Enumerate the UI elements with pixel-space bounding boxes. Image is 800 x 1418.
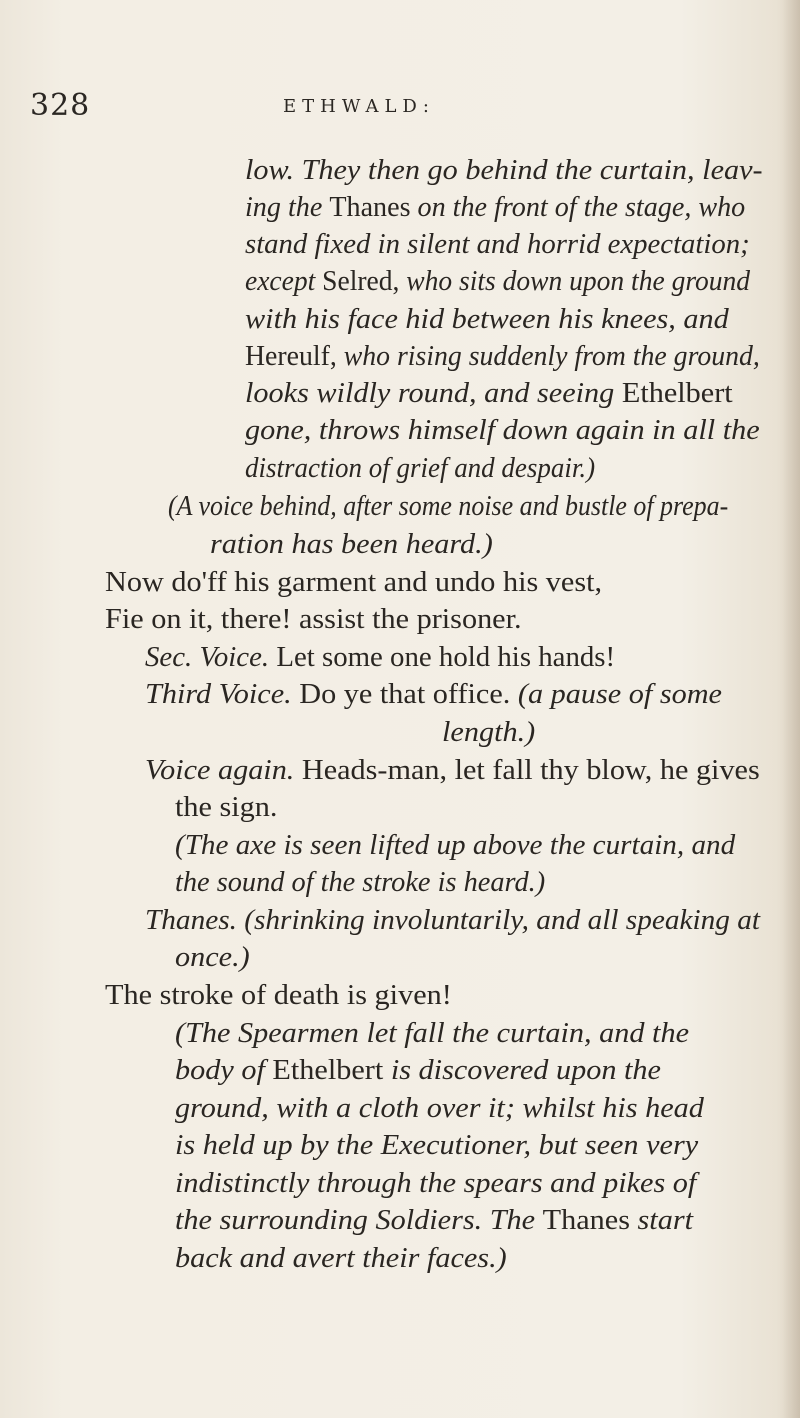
roman-text: the sign. bbox=[175, 792, 278, 823]
roman-text: Selred, bbox=[322, 266, 407, 297]
text-line bbox=[105, 602, 522, 638]
italic-text: ration has been heard.) bbox=[210, 529, 493, 560]
roman-text: The stroke of death is given! bbox=[105, 980, 452, 1011]
text-line bbox=[175, 1016, 689, 1052]
text-line bbox=[245, 451, 595, 487]
text-line bbox=[175, 1166, 696, 1202]
text-line bbox=[175, 940, 250, 976]
text-line bbox=[105, 565, 602, 601]
italic-text: who sits down upon the ground bbox=[406, 266, 751, 297]
italic-text: indistinctly through the spears and pikes of bbox=[175, 1168, 697, 1199]
page-number: 328 bbox=[30, 88, 91, 123]
italic-text: except bbox=[245, 266, 323, 297]
running-head: ETHWALD: bbox=[283, 96, 435, 117]
roman-text: Ethelbert bbox=[621, 378, 733, 409]
roman-text: Hereulf, bbox=[245, 341, 344, 372]
text-line bbox=[105, 978, 452, 1014]
roman-text: Heads-man, let fall thy blow, he gives bbox=[301, 755, 760, 786]
text-line bbox=[175, 828, 735, 864]
text-line bbox=[175, 1128, 698, 1164]
italic-text: once.) bbox=[175, 942, 250, 973]
italic-text: start bbox=[637, 1205, 694, 1236]
italic-text: (a pause of some bbox=[517, 679, 722, 710]
text-line bbox=[245, 190, 745, 226]
italic-text: distraction of grief and despair.) bbox=[245, 453, 596, 484]
text-line bbox=[175, 1053, 661, 1089]
roman-text: Fie on it, there! assist the prisoner. bbox=[105, 604, 522, 635]
italic-text: with his face hid between his knees, and bbox=[245, 304, 729, 335]
italic-text: low. They then go behind the curtain, leav- bbox=[245, 155, 763, 186]
italic-text: looks wildly round, and seeing bbox=[245, 378, 622, 409]
italic-text: Third Voice. bbox=[145, 679, 300, 710]
italic-text: back and avert their faces.) bbox=[175, 1243, 507, 1274]
italic-text: is held up by the Executioner, but seen very bbox=[175, 1130, 699, 1161]
roman-text: Ethelbert bbox=[272, 1055, 391, 1086]
text-line bbox=[145, 677, 722, 713]
text-line bbox=[245, 302, 729, 338]
italic-text: stand fixed in silent and horrid expectation; bbox=[245, 229, 750, 260]
italic-text: Sec. Voice. bbox=[145, 642, 277, 673]
text-line bbox=[442, 715, 535, 751]
text-line bbox=[145, 640, 615, 676]
italic-text: who rising suddenly from the ground, bbox=[343, 341, 760, 372]
text-line bbox=[168, 489, 728, 525]
text-line bbox=[145, 753, 760, 789]
text-line bbox=[245, 413, 760, 449]
italic-text: is discovered upon the bbox=[390, 1055, 661, 1086]
italic-text: ground, with a cloth over it; whilst his head bbox=[175, 1093, 704, 1124]
italic-text: Thanes. (shrinking involuntarily, and all speaking at bbox=[145, 905, 761, 936]
text-line bbox=[245, 264, 750, 300]
roman-text: Thanes bbox=[329, 192, 418, 223]
italic-text: the surrounding Soldiers. The bbox=[175, 1205, 543, 1236]
text-line bbox=[145, 903, 760, 939]
italic-text: ing the bbox=[245, 192, 330, 223]
italic-text: body of bbox=[175, 1055, 273, 1086]
italic-text: (The axe is seen lifted up above the curtain, and bbox=[175, 830, 736, 861]
italic-text: Voice again. bbox=[145, 755, 302, 786]
italic-text: the sound of the stroke is heard.) bbox=[175, 867, 546, 898]
italic-text: gone, throws himself down again in all the bbox=[245, 415, 760, 446]
italic-text: (The Spearmen let fall the curtain, and the bbox=[175, 1018, 689, 1049]
text-line bbox=[245, 376, 733, 412]
roman-text: Do ye that office. bbox=[299, 679, 518, 710]
text-line bbox=[175, 1203, 693, 1239]
roman-text: Now do'ff his garment and undo his vest, bbox=[105, 567, 603, 598]
text-line bbox=[175, 865, 545, 901]
text-line bbox=[175, 1241, 507, 1277]
page-header bbox=[30, 88, 750, 128]
text-line bbox=[245, 153, 763, 189]
text-line bbox=[245, 227, 750, 263]
page-edge-shadow bbox=[782, 0, 800, 1418]
italic-text: (A voice behind, after some noise and bustle of prepa- bbox=[168, 491, 729, 522]
text-line bbox=[175, 1091, 704, 1127]
text-line bbox=[245, 339, 760, 375]
italic-text: length.) bbox=[442, 717, 536, 748]
text-line bbox=[175, 790, 277, 826]
roman-text: Let some one hold his hands! bbox=[276, 642, 616, 673]
text-line bbox=[210, 527, 493, 563]
roman-text: Thanes bbox=[542, 1205, 638, 1236]
italic-text: on the front of the stage, who bbox=[417, 192, 746, 223]
